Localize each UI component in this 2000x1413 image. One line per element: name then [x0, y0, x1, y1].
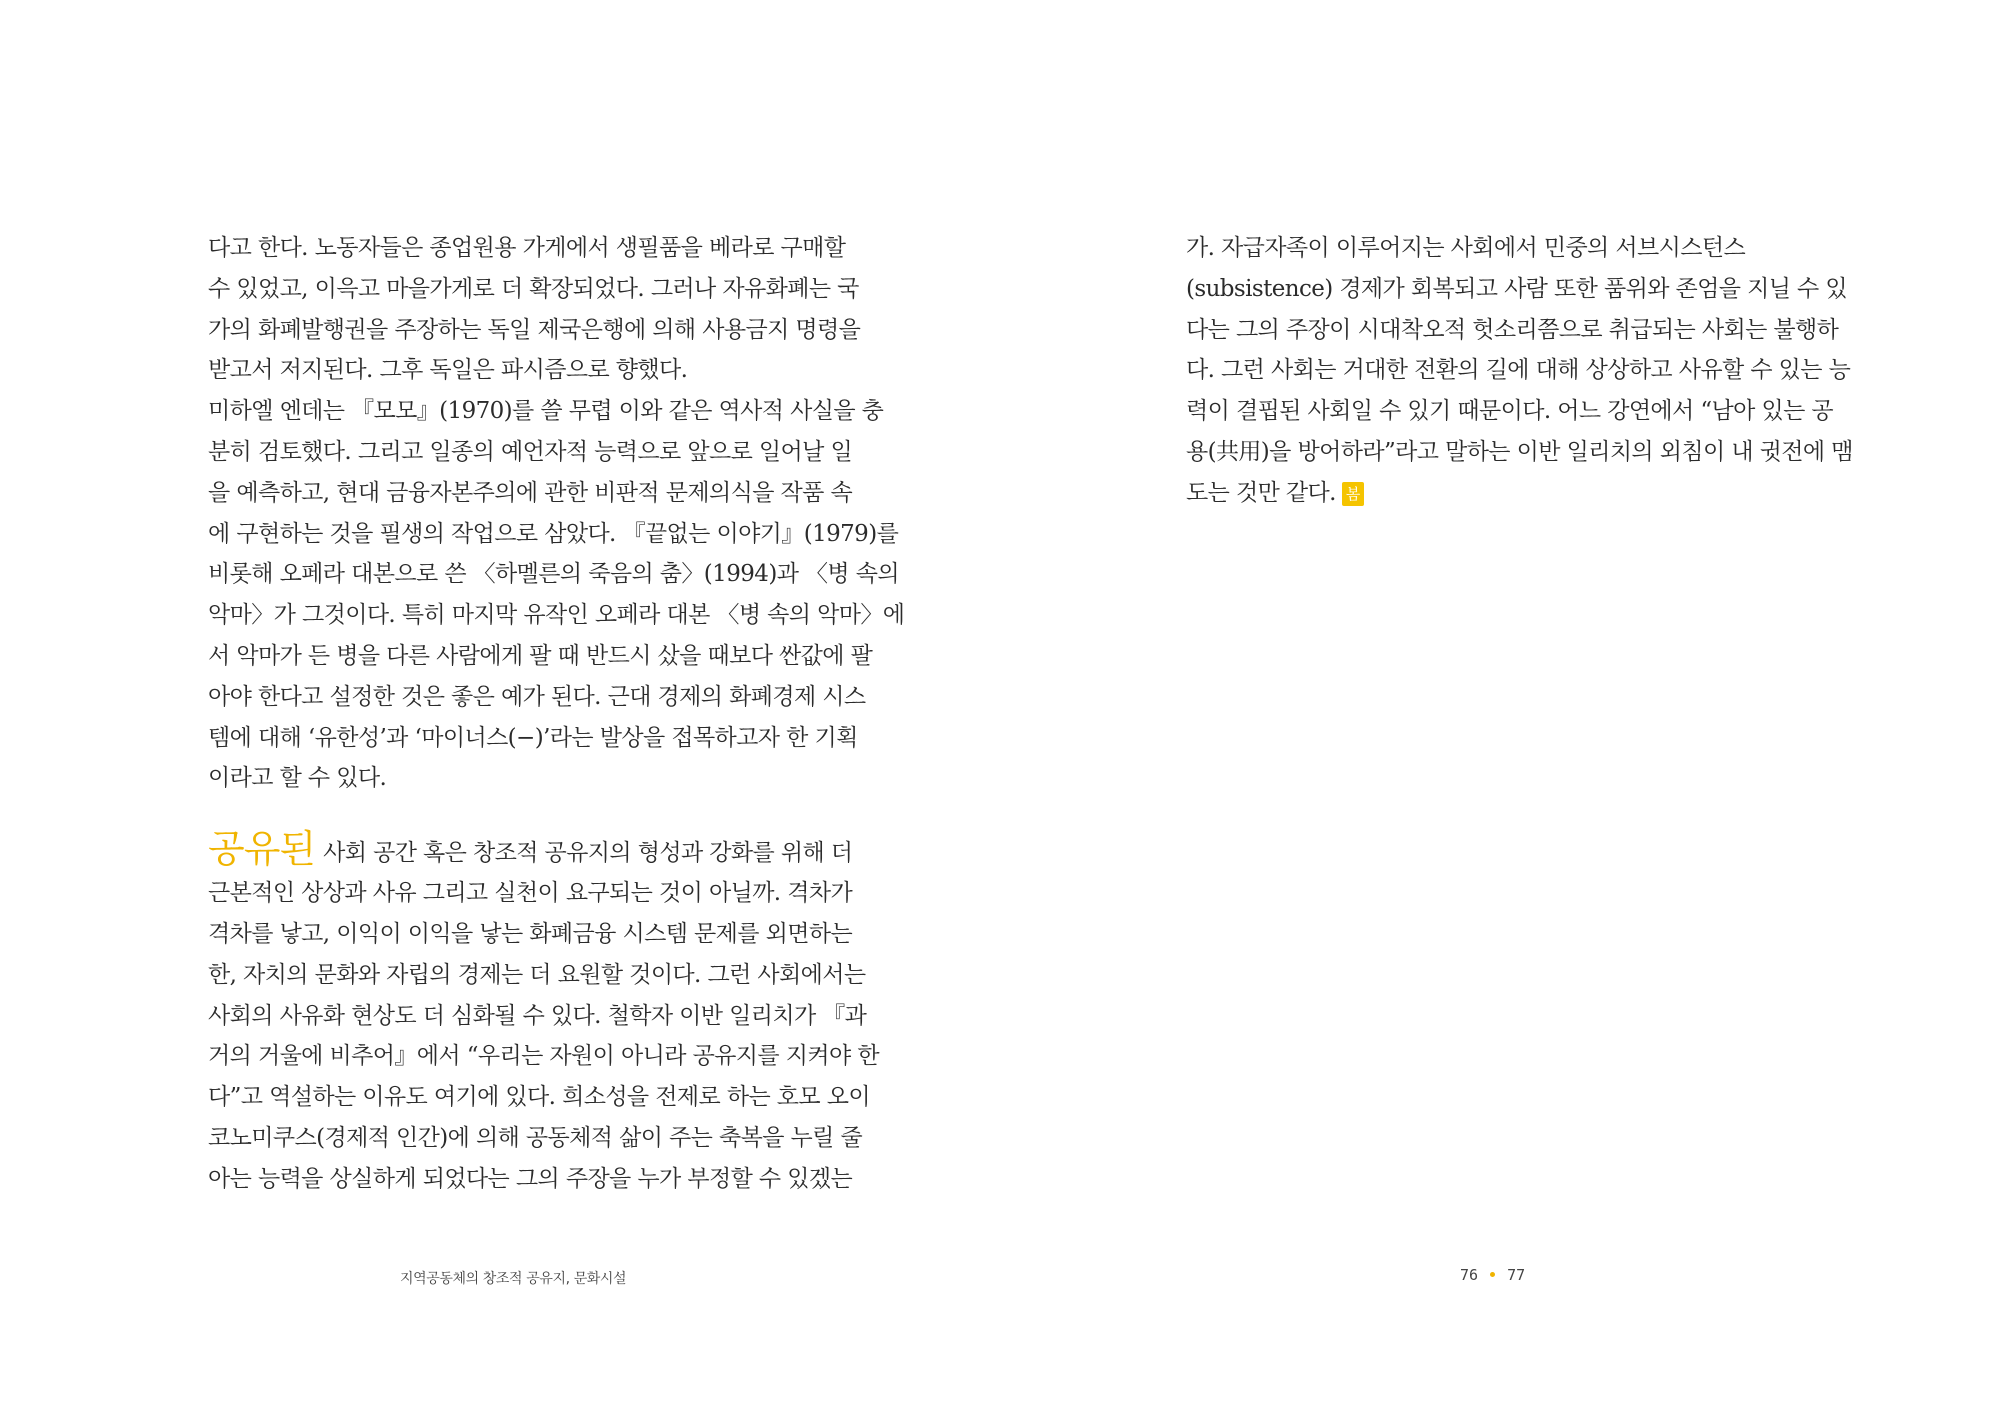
text-line: 을 예측하고, 현대 금융자본주의에 관한 비판적 문제의식을 작품 속 [208, 479, 853, 506]
text-line: 다”고 역설하는 이유도 여기에 있다. 희소성을 전제로 하는 호모 오이 [208, 1084, 870, 1111]
text-line: 용(共用)을 방어하라”라고 말하는 이반 일리치의 외침이 내 귓전에 맴 [1186, 438, 1853, 465]
text-line: 다. 그런 사회는 거대한 전환의 길에 대해 상상하고 사유할 수 있는 능 [1186, 357, 1851, 384]
paragraph-2 [208, 391, 905, 799]
text-line: 가. 자급자족이 이루어지는 사회에서 민중의 서브시스턴스 [1186, 235, 1746, 261]
running-footer-title: 지역공동체의 창조적 공유지, 문화시설 [400, 1271, 627, 1287]
text-line: 가의 화폐발행권을 주장하는 독일 제국은행에 의해 사용금지 명령을 [208, 316, 861, 343]
text-line: 서 악마가 든 병을 다른 사람에게 팔 때 반드시 샀을 때보다 싼값에 팔 [208, 642, 873, 669]
text-line: 격차를 낳고, 이익이 이익을 낳는 화폐금융 시스템 문제를 외면하는 [208, 920, 853, 947]
text-line: 에 구현하는 것을 필생의 작업으로 삼았다. 『끝없는 이야기』(1979)를 [208, 520, 899, 547]
text-line: 코노미쿠스(경제적 인간)에 의해 공동체적 삶이 주는 축복을 누릴 줄 [208, 1124, 863, 1151]
separator-dot-icon [1490, 1272, 1495, 1277]
lead-line [208, 827, 853, 873]
final-line-text: 도는 것만 같다. [1186, 479, 1336, 506]
final-line [1186, 473, 1804, 514]
text-line: 분히 검토했다. 그리고 일종의 예언자적 능력으로 앞으로 일어날 일 [208, 438, 853, 465]
text-line: 거의 거울에 비추어』에서 “우리는 자원이 아니라 공유지를 지켜야 한 [208, 1043, 879, 1070]
text-line: 사회의 사유화 현상도 더 심화될 수 있다. 철학자 이반 일리치가 『과 [208, 1002, 867, 1029]
text-line: 수 있었고, 이윽고 마을가게로 더 확장되었다. 그러나 자유화폐는 국 [208, 275, 859, 302]
text-line: 미하엘 엔데는 『모모』(1970)를 쓸 무렵 이와 같은 역사적 사실을 충 [208, 398, 884, 425]
end-mark-icon: 봄 [1342, 482, 1364, 506]
paragraph-4 [1186, 228, 1853, 514]
right-column-text [1186, 228, 1853, 514]
text-line: 다고 한다. 노동자들은 종업원용 가게에서 생필품을 베라로 구매할 [208, 235, 846, 261]
paragraph-spacer [208, 799, 830, 829]
text-line: 아야 한다고 설정한 것은 좋은 예가 된다. 근대 경제의 화폐경제 시스 [208, 683, 866, 710]
text-line: 악마〉가 그것이다. 특히 마지막 유작인 오페라 대본 〈병 속의 악마〉에 [208, 602, 905, 629]
paragraph-1 [208, 228, 861, 391]
lead-word: 공유된 [208, 827, 316, 872]
text-line: 비롯해 오페라 대본으로 쓴 〈하멜른의 죽음의 춤〉(1994)과 〈병 속의 [208, 561, 899, 588]
text-line: 템에 대해 ‘유한성’과 ‘마이너스(−)’라는 발상을 접목하고자 한 기획 [208, 724, 858, 751]
text-line: 다는 그의 주장이 시대착오적 헛소리쯤으로 취급되는 사회는 불행하 [1186, 316, 1839, 343]
left-column-text [208, 228, 905, 1200]
text-line: 력이 결핍된 사회일 수 있기 때문이다. 어느 강연에서 “남아 있는 공 [1186, 398, 1834, 425]
page-numbers [1460, 1266, 1525, 1284]
right-page [1000, 0, 2000, 1413]
text-line: (subsistence) 경제가 회복되고 사람 또한 품위와 존엄을 지닐 수 있 [1186, 275, 1847, 302]
text-line: 근본적인 상상과 사유 그리고 실천이 요구되는 것이 아닐까. 격차가 [208, 880, 853, 907]
lead-line-text: 사회 공간 혹은 창조적 공유지의 형성과 강화를 위해 더 [323, 840, 853, 867]
text-line: 아는 능력을 상실하게 되었다는 그의 주장을 누가 부정할 수 있겠는 [208, 1165, 853, 1192]
page-number-left: 76 [1460, 1266, 1479, 1284]
text-line: 받고서 저지된다. 그후 독일은 파시즘으로 향했다. [208, 357, 688, 384]
page-number-right: 77 [1507, 1266, 1526, 1284]
paragraph-3 [208, 827, 879, 1199]
text-line: 이라고 할 수 있다. [208, 765, 387, 792]
text-line: 한, 자치의 문화와 자립의 경제는 더 요원할 것이다. 그런 사회에서는 [208, 961, 866, 988]
